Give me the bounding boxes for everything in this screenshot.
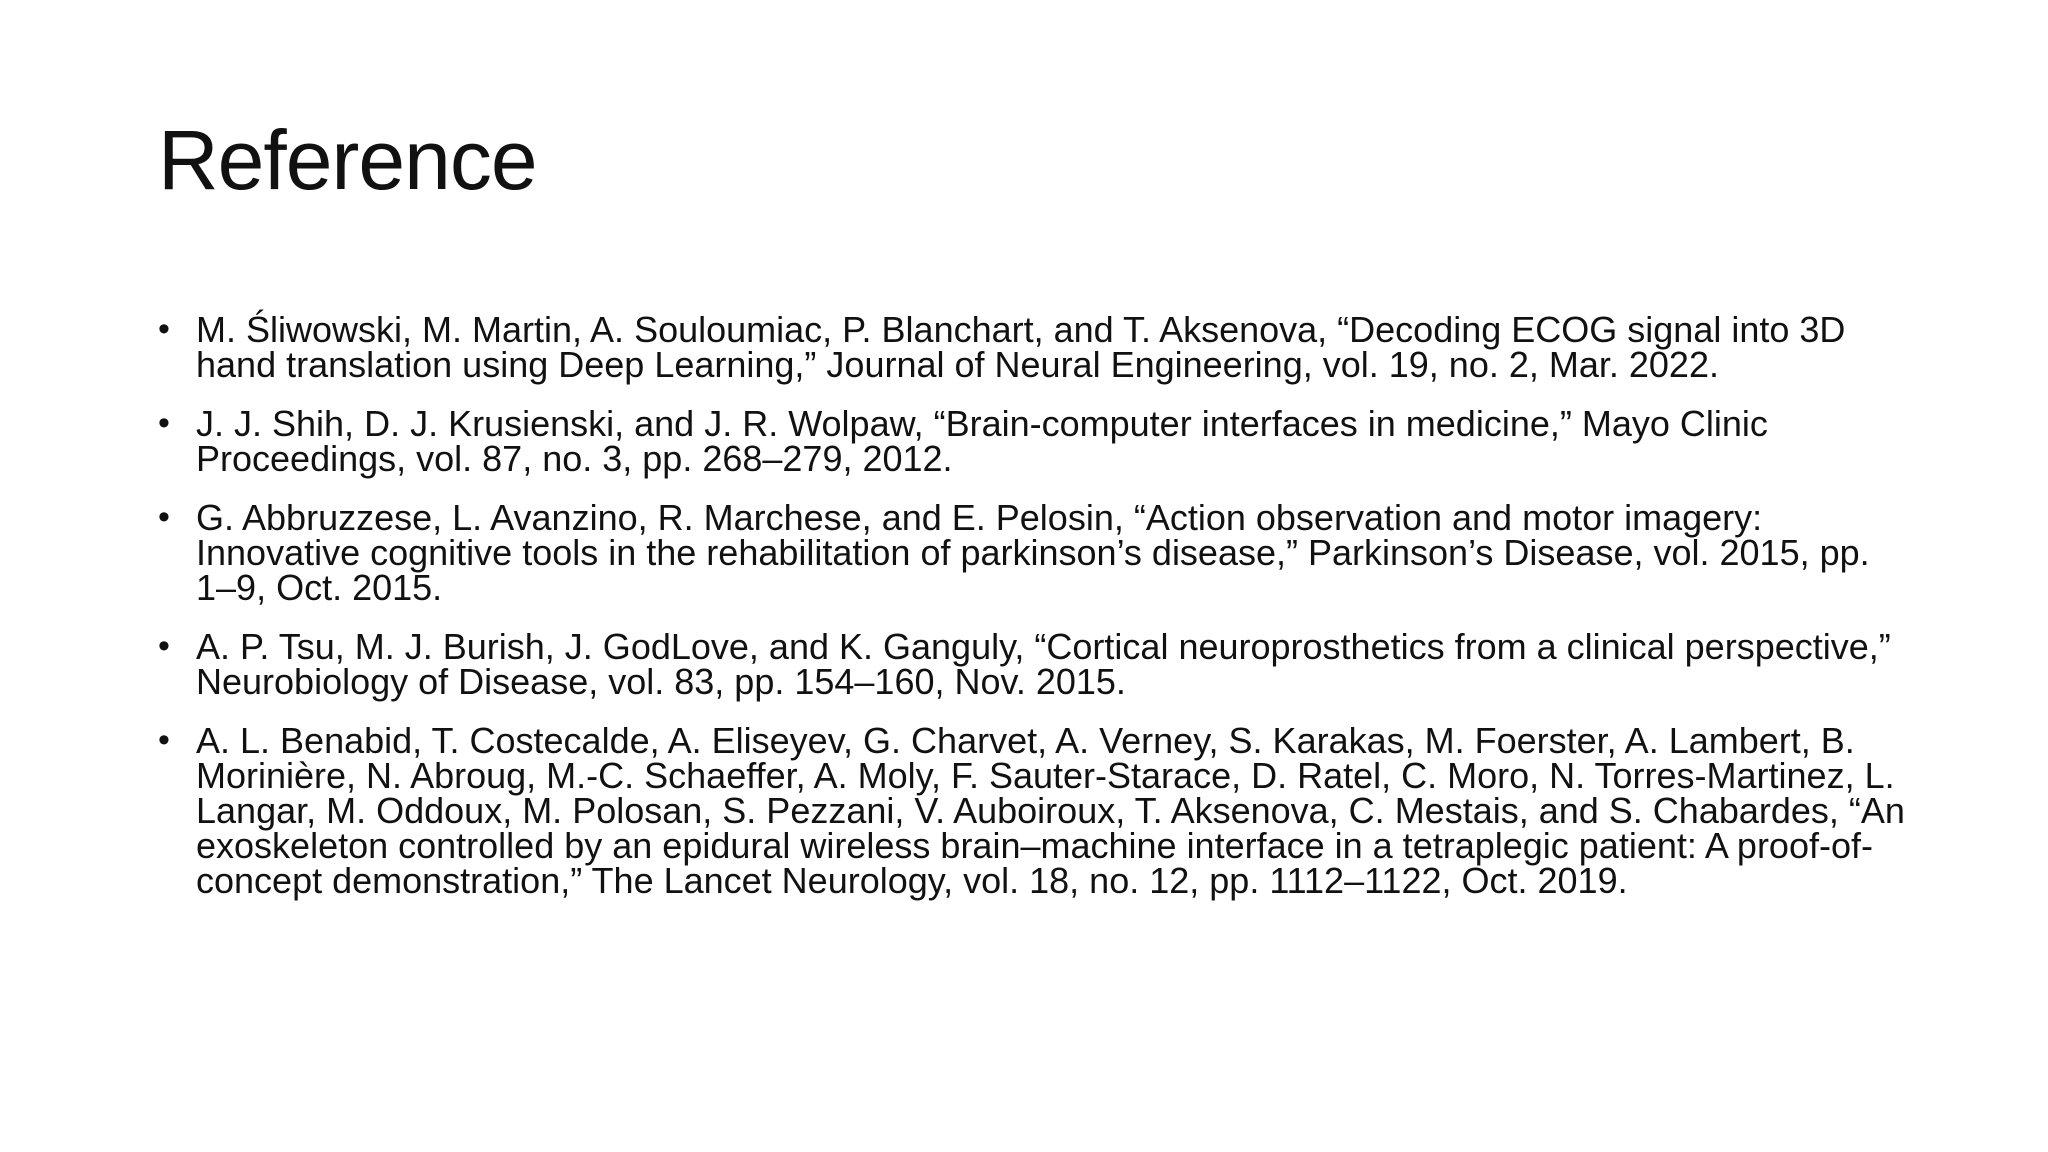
- slide-title: Reference: [158, 113, 537, 207]
- reference-list: [158, 309, 1918, 922]
- reference-text: A. P. Tsu, M. J. Burish, J. GodLove, and K. Ganguly, “Cortical neuroprosthetics from a clinical perspective,” Neurobiology of Disease, vol. 83, pp. 154–160, Nov. 2015.: [196, 626, 1891, 702]
- reference-item-2: [158, 403, 1918, 479]
- bullet-icon: •: [158, 404, 170, 442]
- bullet-icon: •: [158, 721, 170, 759]
- reference-item-5: [158, 720, 1918, 901]
- reference-text: M. Śliwowski, M. Martin, A. Souloumiac, P. Blanchart, and T. Aksenova, “Decoding ECOG signal into 3D hand translation using Deep Learning,” Journal of Neural Engineering, vol. 19, no. 2, Mar. 2022.: [196, 309, 1846, 385]
- reference-text: J. J. Shih, D. J. Krusienski, and J. R. Wolpaw, “Brain-computer interfaces in medicine,” Mayo Clinic Proceedings, vol. 87, no. 3, pp. 268–279, 2012.: [196, 403, 1768, 479]
- reference-item-3: [158, 497, 1918, 608]
- bullet-icon: •: [158, 310, 170, 348]
- bullet-icon: •: [158, 498, 170, 536]
- reference-item-1: [158, 309, 1918, 385]
- reference-text: G. Abbruzzese, L. Avanzino, R. Marchese, and E. Pelosin, “Action observation and motor imagery: Innovative cognitive tools in the rehabilitation of parkinson’s disease,” Parkinson’s Disease, vol. 2015, pp. 1–9, Oct. 2015.: [196, 497, 1870, 608]
- bullet-icon: •: [158, 627, 170, 665]
- reference-text: A. L. Benabid, T. Costecalde, A. Eliseyev, G. Charvet, A. Verney, S. Karakas, M. Foerster, A. Lambert, B. Morinière, N. Abroug, M.-C. Schaeffer, A. Moly, F. Sauter-Starace, D. Ratel, C. Moro, N. Torres-Martinez, L. Langar, M. Oddoux, M. Polosan, S. Pezzani, V. Auboiroux, T. Aksenova, C. Mestais, and S. Chabardes, “An exoskeleton controlled by an epidural wireless brain–machine interface in a tetraplegic patient: A proof-of-concept demonstration,” The Lancet Neurology, vol. 18, no. 12, pp. 1112–1122, Oct. 2019.: [196, 720, 1905, 901]
- reference-item-4: [158, 626, 1918, 702]
